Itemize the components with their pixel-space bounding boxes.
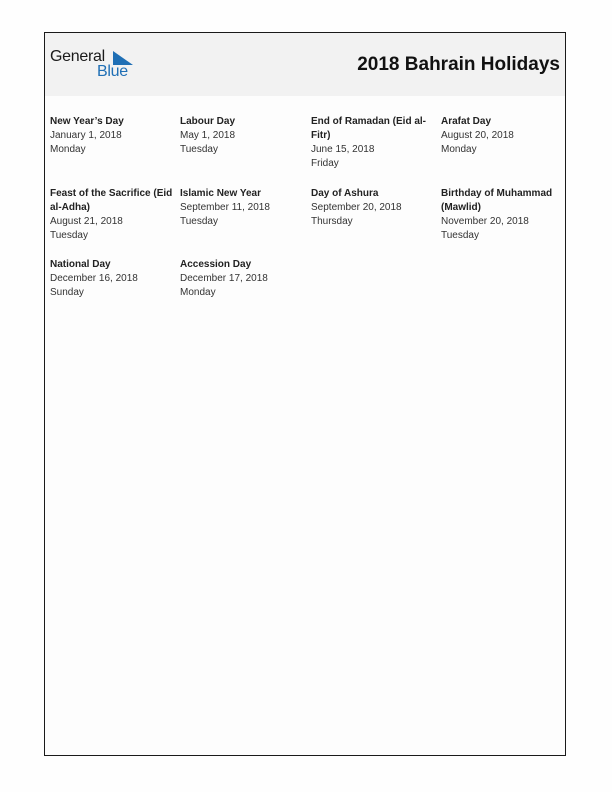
holiday-name: Day of Ashura [311,188,379,199]
holiday-date: August 21, 2018 [50,216,123,227]
holiday-name: End of Ramadan (Eid al-Fitr) [311,116,427,141]
holiday-weekday: Monday [441,144,477,155]
holiday-name: National Day [50,259,111,270]
holiday-date: June 15, 2018 [311,144,375,155]
holiday-name: Islamic New Year [180,188,261,199]
holiday-date: December 17, 2018 [180,273,268,284]
calendar-page [44,32,566,756]
holiday-date: August 20, 2018 [441,130,514,141]
holiday-item [180,115,305,157]
holiday-item [311,187,436,229]
holiday-name: Accession Day [180,259,252,270]
holiday-name: Arafat Day [441,116,492,127]
holiday-item [180,187,305,229]
holiday-name: Labour Day [180,116,236,127]
holiday-date: September 11, 2018 [180,202,270,213]
logo-text-general: General [50,48,105,65]
holiday-weekday: Tuesday [50,230,88,241]
holiday-weekday: Tuesday [441,230,479,241]
holiday-weekday: Tuesday [180,216,218,227]
holiday-date: December 16, 2018 [50,273,138,284]
holiday-weekday: Tuesday [180,144,218,155]
page-title: 2018 Bahrain Holidays [357,54,560,75]
holiday-item [441,187,566,243]
holiday-item [441,115,566,157]
generalblue-logo [50,48,140,84]
holiday-weekday: Sunday [50,287,84,298]
holiday-weekday: Monday [180,287,216,298]
holiday-item [50,258,175,300]
holiday-name: New Year’s Day [50,116,124,127]
holiday-date: May 1, 2018 [180,130,236,141]
holiday-item [50,187,175,243]
holiday-date: September 20, 2018 [311,202,402,213]
holiday-item [180,258,305,300]
holiday-weekday: Friday [311,158,339,169]
holiday-weekday: Monday [50,144,86,155]
logo-text-blue: Blue [97,63,128,80]
page-header [45,33,565,96]
holiday-name: Birthday of Muhammad (Mawlid) [441,188,553,213]
holiday-weekday: Thursday [311,216,353,227]
holiday-date: November 20, 2018 [441,216,529,227]
holiday-item [50,115,175,157]
holiday-item [311,115,436,171]
holiday-name: Feast of the Sacrifice (Eid al-Adha) [50,188,173,213]
holiday-date: January 1, 2018 [50,130,122,141]
